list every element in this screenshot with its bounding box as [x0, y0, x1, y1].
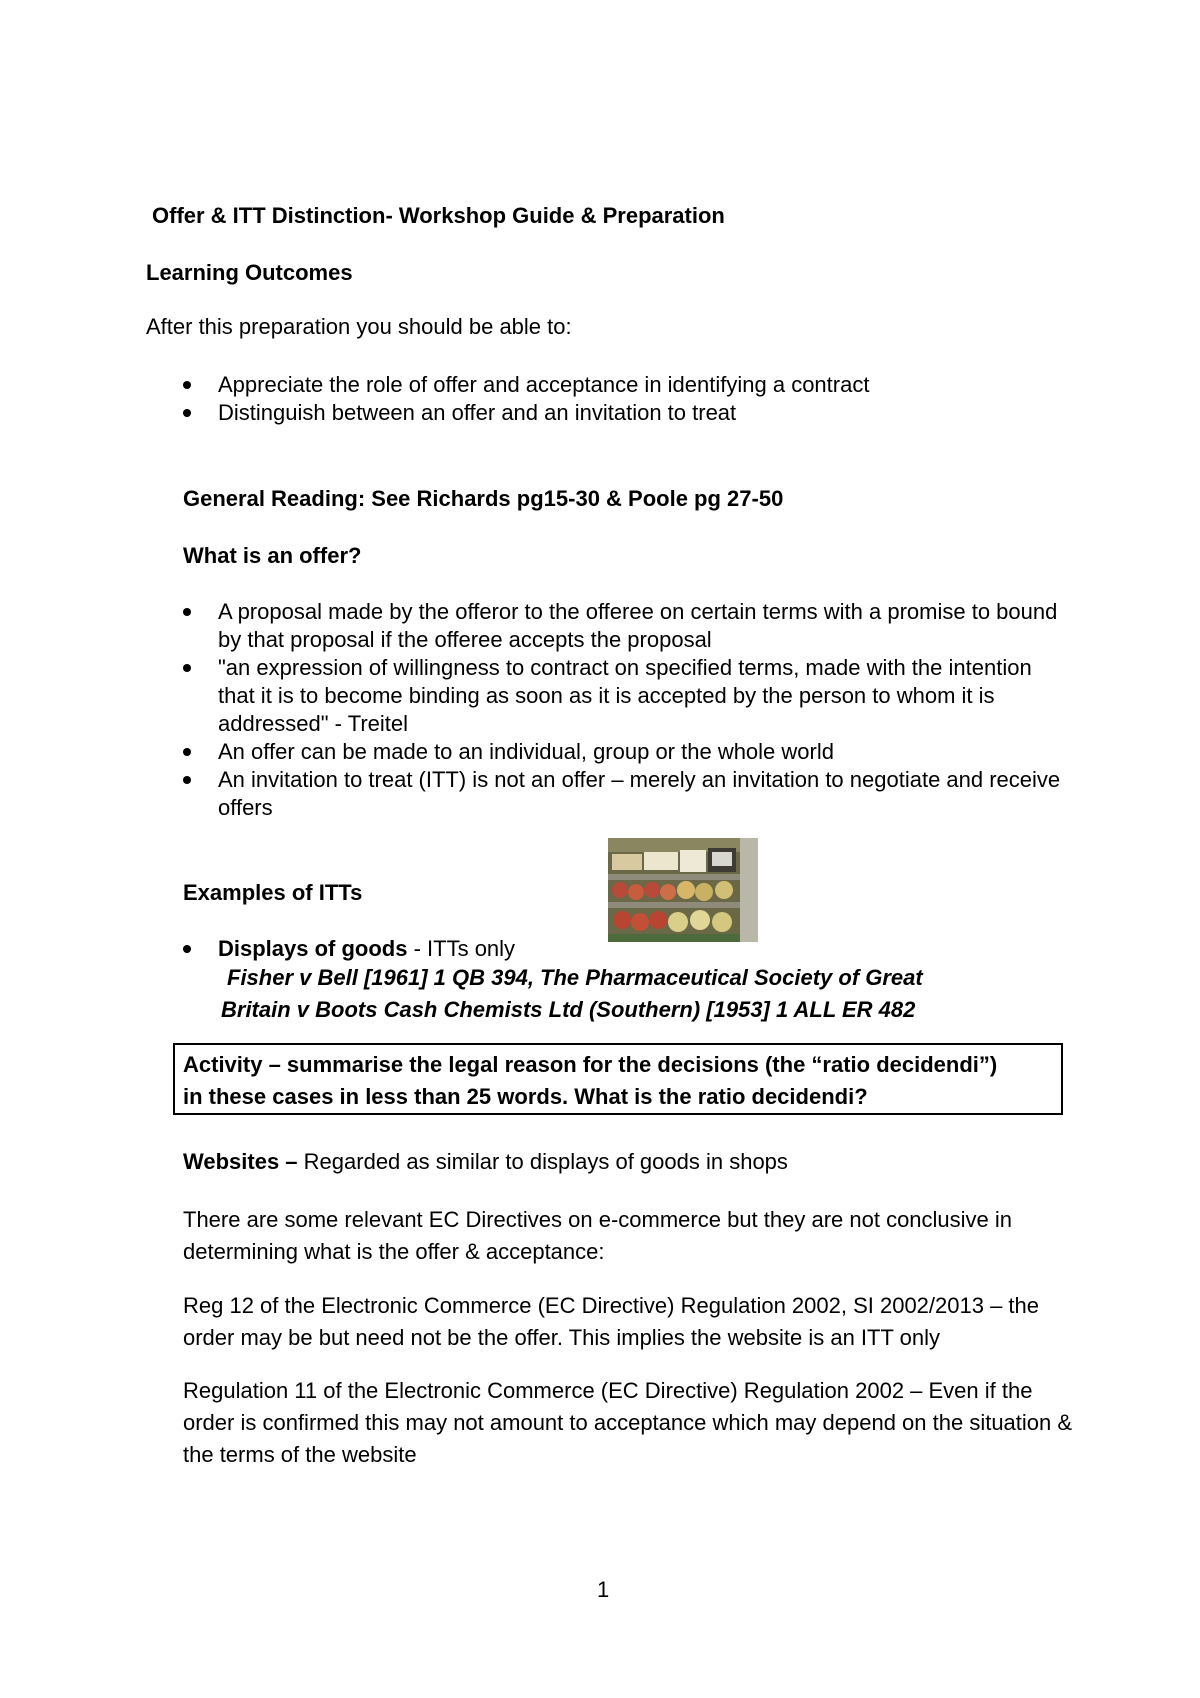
learning-outcomes-heading: Learning Outcomes — [146, 260, 353, 285]
general-reading-heading: General Reading: See Richards pg15-30 & Poole pg 27-50 — [183, 486, 784, 511]
case-citations — [221, 962, 923, 1026]
list-item: Appreciate the role of offer and acceptance in identifying a contract — [180, 371, 1060, 399]
shop-shelf-photo — [608, 838, 758, 942]
offer-definition-list — [180, 598, 1065, 822]
websites-label: Websites – — [183, 1149, 298, 1174]
list-item: A proposal made by the offeror to the offeree on certain terms with a promise to bound by that proposal if the offeree accepts the proposal — [180, 598, 1065, 654]
list-item: An invitation to treat (ITT) is not an offer – merely an invitation to negotiate and receive offers — [180, 766, 1065, 822]
websites-text: Regarded as similar to displays of goods in shops — [297, 1149, 788, 1174]
websites-paragraph — [183, 1148, 788, 1176]
learning-outcomes-list — [180, 371, 1060, 427]
paragraph: Regulation 11 of the Electronic Commerce (EC Directive) Regulation 2002 – Even if the order is confirmed this may not amount to acceptance which may depend on the situation & the terms of the website — [183, 1378, 1073, 1467]
paragraph: There are some relevant EC Directives on e-commerce but they are not conclusive in determining what is the offer & acceptance: — [183, 1207, 1013, 1264]
what-is-offer-heading: What is an offer? — [183, 543, 362, 568]
list-item: An offer can be made to an individual, group or the whole world — [180, 738, 1065, 766]
itts-only-text: - ITTs only — [407, 936, 516, 961]
learning-outcomes-intro: After this preparation you should be able to: — [146, 314, 572, 339]
citation-line: Britain v Boots Cash Chemists Ltd (Southern) [1953] 1 ALL ER 482 — [221, 997, 916, 1022]
displays-of-goods-label: Displays of goods — [218, 936, 408, 961]
list-item: Distinguish between an offer and an invitation to treat — [180, 399, 1060, 427]
list-item: "an expression of willingness to contract on specified terms, made with the intention that it is to become binding as soon as it is accepted by the person to whom it is addressed" - Treitel — [180, 654, 1065, 738]
list-item — [180, 935, 740, 963]
paragraph: Reg 12 of the Electronic Commerce (EC Directive) Regulation 2002, SI 2002/2013 – the order may be but need not be the offer. This implies the website is an ITT only — [183, 1293, 1040, 1350]
examples-heading: Examples of ITTs — [183, 880, 363, 905]
activity-line: in these cases in less than 25 words. What is the ratio decidendi? — [183, 1084, 868, 1109]
page-number: 1 — [597, 1577, 610, 1602]
document-title: Offer & ITT Distinction- Workshop Guide & Preparation — [152, 203, 725, 228]
examples-list — [180, 935, 740, 963]
activity-box — [173, 1043, 1063, 1115]
activity-line: Activity – summarise the legal reason for the decisions (the “ratio decidendi”) — [183, 1052, 998, 1077]
shop-shelf-image — [608, 838, 758, 942]
citation-line: Fisher v Bell [1961] 1 QB 394, The Pharmaceutical Society of Great — [227, 965, 923, 990]
